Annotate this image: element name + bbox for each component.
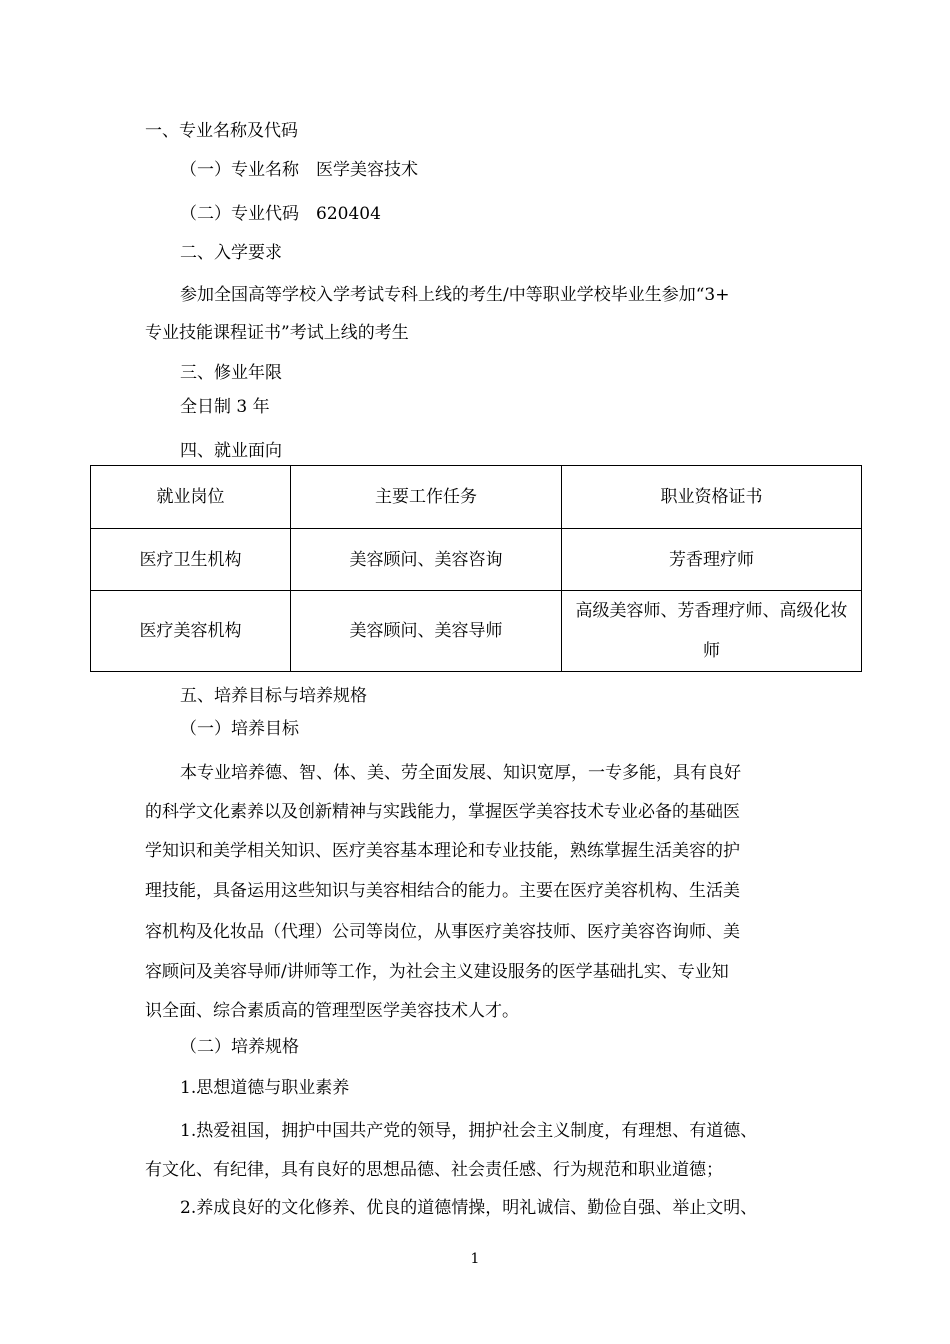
- spec-item-1-line-1: 1.热爱祖国，拥护中国共产党的领导，拥护社会主义制度，有理想、有道德、: [180, 1121, 758, 1141]
- section-3-title: 三、修业年限: [180, 363, 282, 383]
- spec-category-title: 1.思想道德与职业素养: [180, 1078, 350, 1098]
- table-row: [91, 529, 862, 591]
- cell-certificate: 高级美容师、芳香理疗师、高级化妆师: [562, 591, 862, 672]
- goal-paragraph-line: 理技能，具备运用这些知识与美容相结合的能力。主要在医疗美容机构、生活美: [145, 881, 740, 901]
- cell-certificate: 芳香理疗师: [562, 529, 862, 591]
- goal-paragraph-line: 容机构及化妆品（代理）公司等岗位，从事医疗美容技师、医疗美容咨询师、美: [145, 922, 740, 942]
- goal-subtitle: （一）培养目标: [180, 719, 299, 739]
- table-header-row: [91, 466, 862, 529]
- section-5-title: 五、培养目标与培养规格: [180, 686, 367, 706]
- employment-table: [90, 465, 862, 672]
- spec-item-2-line-1: 2.养成良好的文化修养、优良的道德情操，明礼诚信、勤俭自强、举止文明、: [180, 1198, 758, 1218]
- page-number: 1: [470, 1251, 480, 1267]
- goal-paragraph-line: 本专业培养德、智、体、美、劳全面发展、知识宽厚，一专多能，具有良好: [180, 763, 741, 783]
- cell-tasks: 美容顾问、美容导师: [291, 591, 562, 672]
- cell-position: 医疗卫生机构: [91, 529, 291, 591]
- cell-position: 医疗美容机构: [91, 591, 291, 672]
- major-name: （一）专业名称 医学美容技术: [180, 160, 418, 180]
- cell-tasks: 美容顾问、美容咨询: [291, 529, 562, 591]
- admission-line-1: 参加全国高等学校入学考试专科上线的考生/中等职业学校毕业生参加“3+: [180, 285, 730, 305]
- study-duration: 全日制 3 年: [180, 397, 270, 417]
- section-4-title: 四、就业面向: [180, 441, 282, 461]
- section-2-title: 二、入学要求: [180, 243, 282, 263]
- section-1-title: 一、专业名称及代码: [145, 121, 298, 141]
- major-code: （二）专业代码 620404: [180, 204, 381, 224]
- goal-paragraph-line: 容顾问及美容导师/讲师等工作，为社会主义建设服务的医学基础扎实、专业知: [145, 962, 729, 982]
- header-position: 就业岗位: [91, 466, 291, 529]
- spec-subtitle: （二）培养规格: [180, 1037, 299, 1057]
- table-row: [91, 591, 862, 672]
- goal-paragraph-line: 的科学文化素养以及创新精神与实践能力，掌握医学美容技术专业必备的基础医: [145, 802, 740, 822]
- admission-line-2: 专业技能课程证书”考试上线的考生: [145, 323, 409, 343]
- header-tasks: 主要工作任务: [291, 466, 562, 529]
- goal-paragraph-line: 识全面、综合素质高的管理型医学美容技术人才。: [145, 1001, 519, 1021]
- spec-item-1-line-2: 有文化、有纪律，具有良好的思想品德、社会责任感、行为规范和职业道德；: [145, 1160, 723, 1180]
- header-certificate: 职业资格证书: [562, 466, 862, 529]
- goal-paragraph-line: 学知识和美学相关知识、医疗美容基本理论和专业技能，熟练掌握生活美容的护: [145, 841, 740, 861]
